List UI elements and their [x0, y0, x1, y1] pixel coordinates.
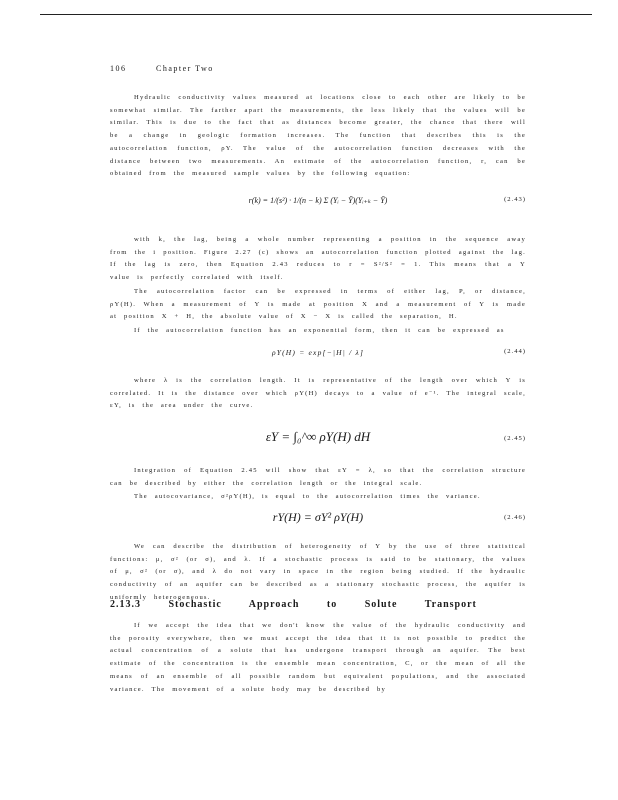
- top-rule: [40, 14, 592, 15]
- equation-2-46: [110, 510, 526, 534]
- paragraph-text: The autocorrelation factor can be expressed in terms of either lag, P, or distance, ρY(H). When a measurement of Y is made at position X and a measurement of Y is made at position X + H, the absolute value of X − X is called the separation, H.: [110, 288, 526, 321]
- paragraph-text: where λ is the correlation length. It is representative of the length over which Y is correlated. It is the distance over which ρY(H) decays to a value of e⁻¹. The integral scale, εY, is the area under the curve.: [110, 377, 526, 410]
- paragraph-text: We can describe the distribution of heterogeneity of Y by the use of three statistical functions: μ, σ² (or σ), and λ. If a stochastic process is said to be stationary, the values of μ, σ² (or σ), and λ do not vary in space in the region being studied. If the hydraulic conductivity of an aquifer can be described as a stationary stochastic process, the aquifer is uniformly heterogeneous.: [110, 543, 526, 601]
- page-number: 106: [110, 64, 127, 73]
- paragraph-text: Integration of Equation 2.45 will show that εY = λ, so that the correlation structure can be described by either the correlation length or the integral scale.: [110, 467, 526, 487]
- section-heading: [110, 599, 477, 610]
- paragraph-7: [110, 491, 526, 504]
- paragraph-text: If we accept the idea that we don't know the value of the hydraulic conductivity and the porosity everywhere, then we must accept the idea that it is not possible to predict the actual concentration of a solute that has undergone transport through an aquifer. The best estimate of the concentration is the ensemble mean concentration, C, or the mean of all the means of an ensemble of all possible random but equivalent populations, and the associated variance. The movement of a solute body may be described by: [110, 622, 526, 693]
- equation-expression: rY(H) = σY² ρY(H): [272, 510, 364, 524]
- section-title: Stochastic Approach to Solute Transport: [168, 599, 477, 610]
- equation-expression: r(k) = 1/(s²) · 1/(n − k) Σ (Yᵢ − Ȳ)(Yᵢ₊ₖ − Ȳ): [248, 196, 388, 205]
- running-header: [110, 64, 214, 73]
- paragraph-6: [110, 465, 526, 490]
- paragraph-text: Hydraulic conductivity values measured at locations close to each other are likely to be somewhat similar. The farther apart the measurements, the less likely that the values will be similar. This is due to the fact that as distances become greater, the chance that there will be a change in geologic formation increases. The function that describes this is the autocorrelation function, ρY. The value of the autocorrelation function decreases with the distance between two measurements. An estimate of the autocorrelation function, r, can be obtained from the measured sample values by the following equation:: [110, 94, 526, 178]
- paragraph-1: [110, 92, 526, 181]
- paragraph-text: with k, the lag, being a whole number representing a position in the sequence away from the i position. Figure 2.27 (c) shows an autocorrelation function plotted against the lag. If the lag is zero, then Equation 2.43 reduces to r = S²/S² = 1. This means that a Y value is perfectly correlated with itself.: [110, 236, 526, 282]
- equation-expression: ρY(H) = exp[−|H| / λ]: [271, 348, 365, 357]
- paragraph-8: [110, 541, 526, 605]
- equation-2-44: [110, 348, 526, 374]
- paragraph-5: [110, 375, 526, 413]
- equation-number: (2.43): [504, 196, 526, 203]
- paragraph-4: [110, 325, 526, 338]
- chapter-title: Chapter Two: [156, 64, 214, 73]
- equation-number: (2.46): [504, 514, 526, 521]
- paragraph-3: [110, 286, 526, 324]
- equation-2-45: [110, 427, 526, 457]
- paragraph-text: The autocovariance, σ²ρY(H), is equal to the autocorrelation times the variance.: [134, 493, 481, 500]
- section-number: 2.13.3: [110, 599, 141, 610]
- paragraph-2: [110, 234, 526, 285]
- paragraph-text: If the autocorrelation function has an exponential form, then it can be expressed as: [134, 327, 505, 334]
- equation-expression: εY = ∫₀^∞ ρY(H) dH: [265, 429, 371, 444]
- paragraph-9: [110, 620, 526, 696]
- equation-number: (2.44): [504, 348, 526, 355]
- equation-number: (2.45): [504, 435, 526, 442]
- equation-2-43: [110, 196, 526, 222]
